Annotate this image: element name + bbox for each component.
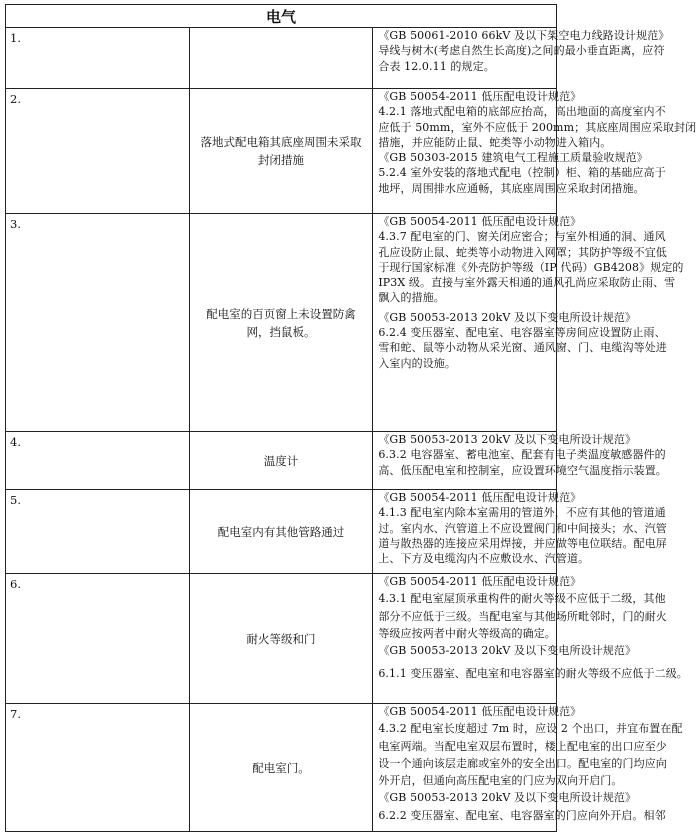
regulation-line: 设一个通向该层走廊或室外的安全出口。配电室的门均应向 — [378, 756, 667, 770]
regulation-line: 部分不应低于三级。当配电室与其他场所毗邻时，门的耐火 — [378, 609, 667, 623]
row-number: 5. — [6, 490, 190, 574]
regulation-line: 4.1.3 配电室内除本室需用的管道外，不应有其他的管道通 — [378, 506, 666, 520]
regulation-line: 《GB 50053-2013 20kV 及以下变电所设计规范》 — [378, 644, 637, 658]
regulation-line: 等级应按两者中耐火等级高的确定。 — [378, 626, 556, 640]
regulation-cell — [373, 704, 683, 832]
regulation-line: 《GB 50053-2013 20kV 及以下变电所设计规范》 — [378, 791, 637, 805]
regulation-line: 4.3.1 配电室屋顶承重构件的耐火等级不应低于二级，其他 — [378, 592, 666, 606]
regulation-line: IP3X 级。直接与室外露天相通的通风孔尚应采取防止雨、雪 — [378, 276, 676, 290]
regulation-line: 合表 12.0.11 的规定。 — [378, 59, 495, 73]
regulation-line: 孔应设防止鼠、蛇类等小动物进入网罩；其防护等级不宜低 — [378, 245, 667, 259]
regulation-line: 5.2.4 室外安装的落地式配电（控制）柜、箱的基础应高于 — [378, 166, 666, 180]
regulation-line: 高、低压配电室和控制室，应设置环境空气温度指示装置。 — [378, 463, 667, 477]
regulation-line: 《GB 50053-2013 20kV 及以下变电所设计规范》 — [378, 310, 637, 324]
regulation-line: 《GB 50061-2010 66kV 及以下架空电力线路设计规范》 — [378, 29, 670, 42]
regulation-cell — [373, 490, 667, 574]
row-number: 7. — [6, 704, 190, 832]
issue-cell — [189, 28, 373, 89]
regulation-line: 6.2.2 变压器室、配电室、电容器室的门应向外开启。相邻 — [378, 808, 666, 822]
regulation-line: 飘入的措施。 — [378, 291, 445, 305]
regulation-line: 《GB 50054-2011 低压配电设计规范》 — [378, 215, 582, 228]
electrical-requirements-table — [5, 4, 696, 832]
regulation-line: 《GB 50054-2011 低压配电设计规范》 — [378, 705, 582, 718]
regulation-line: 地坪，周围排水应通畅，其底座周围应采取封闭措施。 — [378, 181, 645, 195]
row-number: 4. — [6, 432, 190, 490]
regulation-cell — [373, 89, 696, 214]
regulation-line: 入室内的设施。 — [378, 356, 457, 370]
issue-cell: 耐火等级和门 — [189, 574, 373, 704]
regulation-line: 过。室内水、汽管道上不应设置阀门和中间接头；水、汽管 — [378, 521, 667, 535]
regulation-cell — [373, 214, 684, 432]
regulation-line: 《GB 50053-2013 20kV 及以下变电所设计规范》 — [378, 433, 637, 446]
table-row — [6, 704, 557, 832]
table-row — [6, 28, 557, 89]
regulation-line: 措施，并应能防止鼠、蛇类等小动物进入箱内。 — [378, 135, 612, 149]
regulation-line: 雪和蛇、鼠等小动物从采光窗、通风窗、门、电缆沟等处进 — [378, 341, 667, 355]
regulation-cell — [373, 432, 667, 490]
regulation-line: 导线与树木(考虑自然生长高度)之间的最小垂直距离，应符 — [378, 44, 665, 58]
issue-cell: 温度计 — [189, 432, 373, 490]
regulation-cell — [373, 574, 688, 704]
regulation-line: 应低于 50mm，室外不应低于 200mm；其底座周围应采取封闭 — [378, 120, 696, 134]
table-row — [6, 574, 557, 704]
regulation-cell — [373, 28, 670, 89]
issue-cell: 配电室的百页窗上未设置防禽网，挡鼠板。 — [189, 214, 373, 432]
row-number: 1. — [6, 28, 190, 89]
regulation-line: 6.1.1 变压器室、配电室和电容器室的耐火等级不应低于二级。 — [378, 667, 688, 681]
table-title: 电气 — [6, 5, 557, 28]
regulation-line: 《GB 50054-2011 低压配电设计规范》 — [378, 575, 582, 588]
row-number: 2. — [6, 89, 190, 214]
regulation-line: 于现行国家标准《外壳防护等级（IP 代码）GB4208》规定的 — [378, 260, 684, 274]
table-row — [6, 214, 557, 432]
regulation-line: 外开启，但通向高压配电室的门应为双向开启门。 — [378, 774, 623, 788]
row-number: 6. — [6, 574, 190, 704]
regulation-line: 道与散热器的连接应采用焊接，并应做等电位联结。配电屏 — [378, 536, 667, 550]
issue-cell: 落地式配电箱其底座周围未采取封闭措施 — [189, 89, 373, 214]
regulation-line: 4.3.7 配电室的门、窗关闭应密合；与室外相通的洞、通风 — [378, 230, 666, 244]
issue-cell: 配电室门。 — [189, 704, 373, 832]
regulation-line: 6.2.4 变压器室、配电室、电容器室等房间应设置防止雨、 — [378, 326, 666, 340]
table-row — [6, 89, 557, 214]
row-number: 3. — [6, 214, 190, 432]
regulation-line: 《GB 50054-2011 低压配电设计规范》 — [378, 90, 582, 103]
regulation-line: 上、下方及电缆沟内不应敷设水、汽管道。 — [378, 552, 590, 566]
table-row — [6, 432, 557, 490]
regulation-line: 4.3.2 配电室长度超过 7m 时，应设 2 个出口，并宜布置在配 — [378, 722, 683, 736]
regulation-line: 《GB 50303-2015 建筑电气工程施工质量验收规范》 — [378, 151, 648, 165]
regulation-line: 4.2.1 落地式配电箱的底部应抬高，高出地面的高度室内不 — [378, 105, 666, 119]
regulation-line: 电室两端。当配电室双层布置时，楼上配电室的出口应至少 — [378, 739, 667, 753]
table-row — [6, 490, 557, 574]
regulation-line: 《GB 50054-2011 低压配电设计规范》 — [378, 491, 582, 504]
issue-cell: 配电室内有其他管路通过 — [189, 490, 373, 574]
regulation-line: 6.3.2 电容器室、蓄电池室、配套有电子类温度敏感器件的 — [378, 448, 666, 462]
